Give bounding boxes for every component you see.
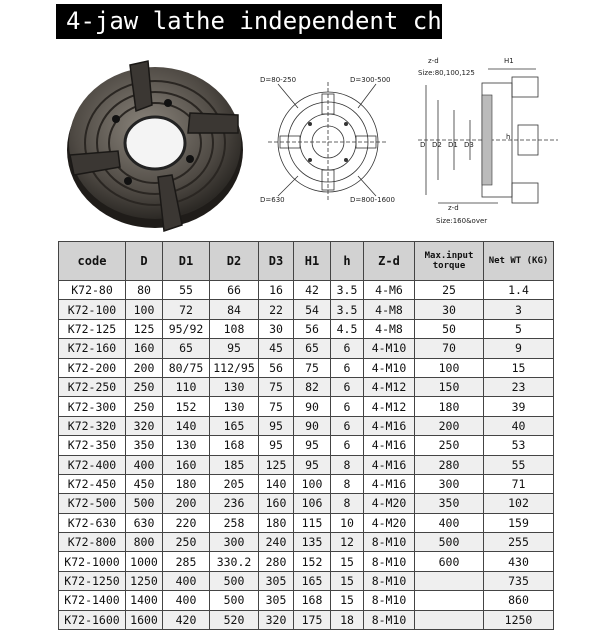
table-cell: 9 [484,339,554,358]
table-cell: K72-320 [59,416,126,435]
table-row [59,377,554,396]
table-cell: 130 [163,436,210,455]
table-cell: 160 [126,339,163,358]
drawing-label: D=800-1600 [350,196,395,204]
table-cell: 4-M16 [364,436,415,455]
table-cell: K72-500 [59,494,126,513]
front-view-drawing [258,70,398,220]
table-cell: K72-800 [59,533,126,552]
table-cell: 320 [259,610,294,629]
table-cell: 160 [259,494,294,513]
column-header: D1 [163,242,210,281]
table-cell: 205 [210,474,259,493]
table-cell: K72-300 [59,397,126,416]
table-cell: 66 [210,281,259,300]
table-cell: 3.5 [331,281,364,300]
table-cell: 25 [415,281,484,300]
table-cell: K72-80 [59,281,126,300]
table-row [59,571,554,590]
table-cell: 84 [210,300,259,319]
table-cell: 400 [126,455,163,474]
table-cell: 250 [163,533,210,552]
table-cell: 71 [484,474,554,493]
table-cell: 150 [415,377,484,396]
table-cell: 75 [259,397,294,416]
table-cell: 6 [331,358,364,377]
table-cell: 108 [210,319,259,338]
table-cell: 8-M10 [364,591,415,610]
table-cell [415,571,484,590]
table-cell: 165 [294,571,331,590]
column-header: H1 [294,242,331,281]
table-cell: 8-M10 [364,552,415,571]
table-cell: 15 [484,358,554,377]
table-cell: 860 [484,591,554,610]
table-cell: 10 [331,513,364,532]
table-cell: K72-630 [59,513,126,532]
table-cell: 600 [415,552,484,571]
table-cell: 258 [210,513,259,532]
table-cell: 75 [259,377,294,396]
table-cell: 4-M6 [364,281,415,300]
table-cell: 400 [163,571,210,590]
table-cell: 1000 [126,552,163,571]
table-row [59,416,554,435]
table-cell: 520 [210,610,259,629]
drawing-label: D=630 [260,196,285,204]
table-row [59,474,554,493]
table-cell: 200 [415,416,484,435]
table-cell: 8-M10 [364,533,415,552]
column-header: Z-d [364,242,415,281]
table-cell: 95 [210,339,259,358]
table-cell: 168 [294,591,331,610]
table-cell: 55 [484,455,554,474]
table-cell: 1600 [126,610,163,629]
table-cell: K72-160 [59,339,126,358]
table-cell: K72-450 [59,474,126,493]
table-cell: 180 [415,397,484,416]
table-cell: 42 [294,281,331,300]
table-cell: 15 [331,552,364,571]
table-cell: 330.2 [210,552,259,571]
table-cell: 12 [331,533,364,552]
column-header: code [59,242,126,281]
table-cell: 80 [126,281,163,300]
table-cell: 350 [415,494,484,513]
table-cell: 1250 [126,571,163,590]
table-cell: 4-M16 [364,474,415,493]
table-cell: 420 [163,610,210,629]
table-row [59,533,554,552]
table-cell: 175 [294,610,331,629]
table-cell: 100 [294,474,331,493]
table-cell: 56 [294,319,331,338]
table-row [59,494,554,513]
table-cell: 800 [126,533,163,552]
table-cell: 240 [259,533,294,552]
table-cell: 100 [415,358,484,377]
column-header: D3 [259,242,294,281]
table-cell: 15 [331,591,364,610]
drawing-label: Size:80,100,125 [418,69,475,77]
table-cell: 6 [331,416,364,435]
table-row [59,436,554,455]
table-cell: 200 [163,494,210,513]
table-cell: 220 [163,513,210,532]
table-cell: 130 [210,397,259,416]
table-cell: 140 [259,474,294,493]
drawing-label: D=300-500 [350,76,391,84]
table-cell: 72 [163,300,210,319]
table-cell: 8 [331,474,364,493]
page-title: 4-jaw lathe independent chuck [56,4,442,39]
table-cell: 152 [163,397,210,416]
table-cell: 8-M10 [364,610,415,629]
table-cell: 95 [259,416,294,435]
table-cell: 102 [484,494,554,513]
table-row [59,339,554,358]
column-header: Net WT (KG) [484,242,554,281]
table-cell: 159 [484,513,554,532]
table-cell: K72-350 [59,436,126,455]
table-cell: 152 [294,552,331,571]
table-cell: K72-100 [59,300,126,319]
table-cell: 50 [415,319,484,338]
table-cell: 95/92 [163,319,210,338]
table-cell: 135 [294,533,331,552]
table-cell: 65 [163,339,210,358]
side-view-drawing [408,55,568,230]
table-cell: 4-M8 [364,319,415,338]
drawing-label: Size:160&over [436,217,488,225]
table-cell: 8 [331,494,364,513]
table-cell: 350 [126,436,163,455]
drawing-label: H1 [504,57,514,65]
table-cell: 285 [163,552,210,571]
table-cell: 40 [484,416,554,435]
table-cell: 165 [210,416,259,435]
table-cell: 255 [484,533,554,552]
table-cell: 6 [331,339,364,358]
table-cell: 735 [484,571,554,590]
table-cell: 4-M12 [364,397,415,416]
table-cell: K72-200 [59,358,126,377]
table-cell: 3.5 [331,300,364,319]
chuck-photo [60,55,250,235]
table-cell: 236 [210,494,259,513]
table-cell: 185 [210,455,259,474]
table-cell: 53 [484,436,554,455]
table-cell: 400 [163,591,210,610]
table-cell: 30 [415,300,484,319]
table-cell: 1400 [126,591,163,610]
table-cell: 430 [484,552,554,571]
drawing-label: D=80-250 [260,76,297,84]
table-cell: 75 [294,358,331,377]
table-cell: 4-M16 [364,455,415,474]
table-cell: 500 [126,494,163,513]
table-cell: 4-M10 [364,358,415,377]
table-cell: 80/75 [163,358,210,377]
table-cell: 180 [163,474,210,493]
table-cell [415,610,484,629]
table-cell [415,591,484,610]
table-cell: 400 [415,513,484,532]
table-cell: K72-1400 [59,591,126,610]
table-cell: 4-M8 [364,300,415,319]
table-cell: 130 [210,377,259,396]
table-cell: 55 [163,281,210,300]
table-cell: 115 [294,513,331,532]
table-cell: 125 [259,455,294,474]
table-cell: 4-M10 [364,339,415,358]
table-cell: 630 [126,513,163,532]
table-cell: 4.5 [331,319,364,338]
table-cell: 305 [259,591,294,610]
table-cell: K72-1250 [59,571,126,590]
column-header: h [331,242,364,281]
table-cell: 300 [210,533,259,552]
drawing-label: z-d [428,57,439,65]
table-cell: 250 [126,377,163,396]
drawing-label: D [420,141,426,149]
table-cell: 500 [210,571,259,590]
table-row [59,300,554,319]
column-header: D2 [210,242,259,281]
table-cell: 16 [259,281,294,300]
table-cell: 4-M20 [364,494,415,513]
table-cell: K72-1600 [59,610,126,629]
table-cell: 39 [484,397,554,416]
table-cell: 100 [126,300,163,319]
table-cell: 280 [259,552,294,571]
table-cell: 250 [126,397,163,416]
column-header: D [126,242,163,281]
table-cell: 106 [294,494,331,513]
table-cell: 6 [331,377,364,396]
table-cell: 70 [415,339,484,358]
table-cell: 82 [294,377,331,396]
table-cell: 18 [331,610,364,629]
table-cell: 4-M16 [364,416,415,435]
table-cell: 95 [294,455,331,474]
table-cell: 6 [331,436,364,455]
spec-table [58,241,554,630]
table-cell: 112/95 [210,358,259,377]
table-cell: 54 [294,300,331,319]
table-cell: 320 [126,416,163,435]
table-cell: 250 [415,436,484,455]
drawing-label: D1 [448,141,458,149]
table-cell: 4-M12 [364,377,415,396]
table-cell: 4-M20 [364,513,415,532]
table-cell: 95 [259,436,294,455]
table-cell: 45 [259,339,294,358]
table-cell: 500 [415,533,484,552]
table-cell: 22 [259,300,294,319]
table-cell: 450 [126,474,163,493]
table-cell: 200 [126,358,163,377]
table-cell: 140 [163,416,210,435]
table-row [59,610,554,629]
table-cell: 1250 [484,610,554,629]
table-cell: 168 [210,436,259,455]
table-cell: 23 [484,377,554,396]
table-row [59,397,554,416]
table-cell: 56 [259,358,294,377]
table-row [59,358,554,377]
table-cell: 6 [331,397,364,416]
table-cell: 280 [415,455,484,474]
table-cell: 500 [210,591,259,610]
table-cell: 65 [294,339,331,358]
table-row [59,591,554,610]
drawing-label: D3 [464,141,474,149]
table-cell: 15 [331,571,364,590]
table-row [59,455,554,474]
table-cell: 8 [331,455,364,474]
table-header-row [59,242,554,281]
table-cell: 90 [294,397,331,416]
table-row [59,552,554,571]
table-cell: 300 [415,474,484,493]
drawing-label: z-d [448,204,459,212]
table-row [59,513,554,532]
table-cell: 125 [126,319,163,338]
table-cell: 5 [484,319,554,338]
table-cell: K72-250 [59,377,126,396]
table-row [59,319,554,338]
table-cell: 305 [259,571,294,590]
table-cell: 8-M10 [364,571,415,590]
table-cell: K72-125 [59,319,126,338]
table-cell: 110 [163,377,210,396]
table-row [59,281,554,300]
drawing-label: D2 [432,141,442,149]
table-cell: 180 [259,513,294,532]
table-cell: K72-1000 [59,552,126,571]
table-cell: 160 [163,455,210,474]
table-cell: 95 [294,436,331,455]
column-header: Max.input torque [415,242,484,281]
table-cell: K72-400 [59,455,126,474]
table-cell: 3 [484,300,554,319]
drawing-label: h [506,133,511,141]
table-cell: 90 [294,416,331,435]
table-cell: 1.4 [484,281,554,300]
table-cell: 30 [259,319,294,338]
